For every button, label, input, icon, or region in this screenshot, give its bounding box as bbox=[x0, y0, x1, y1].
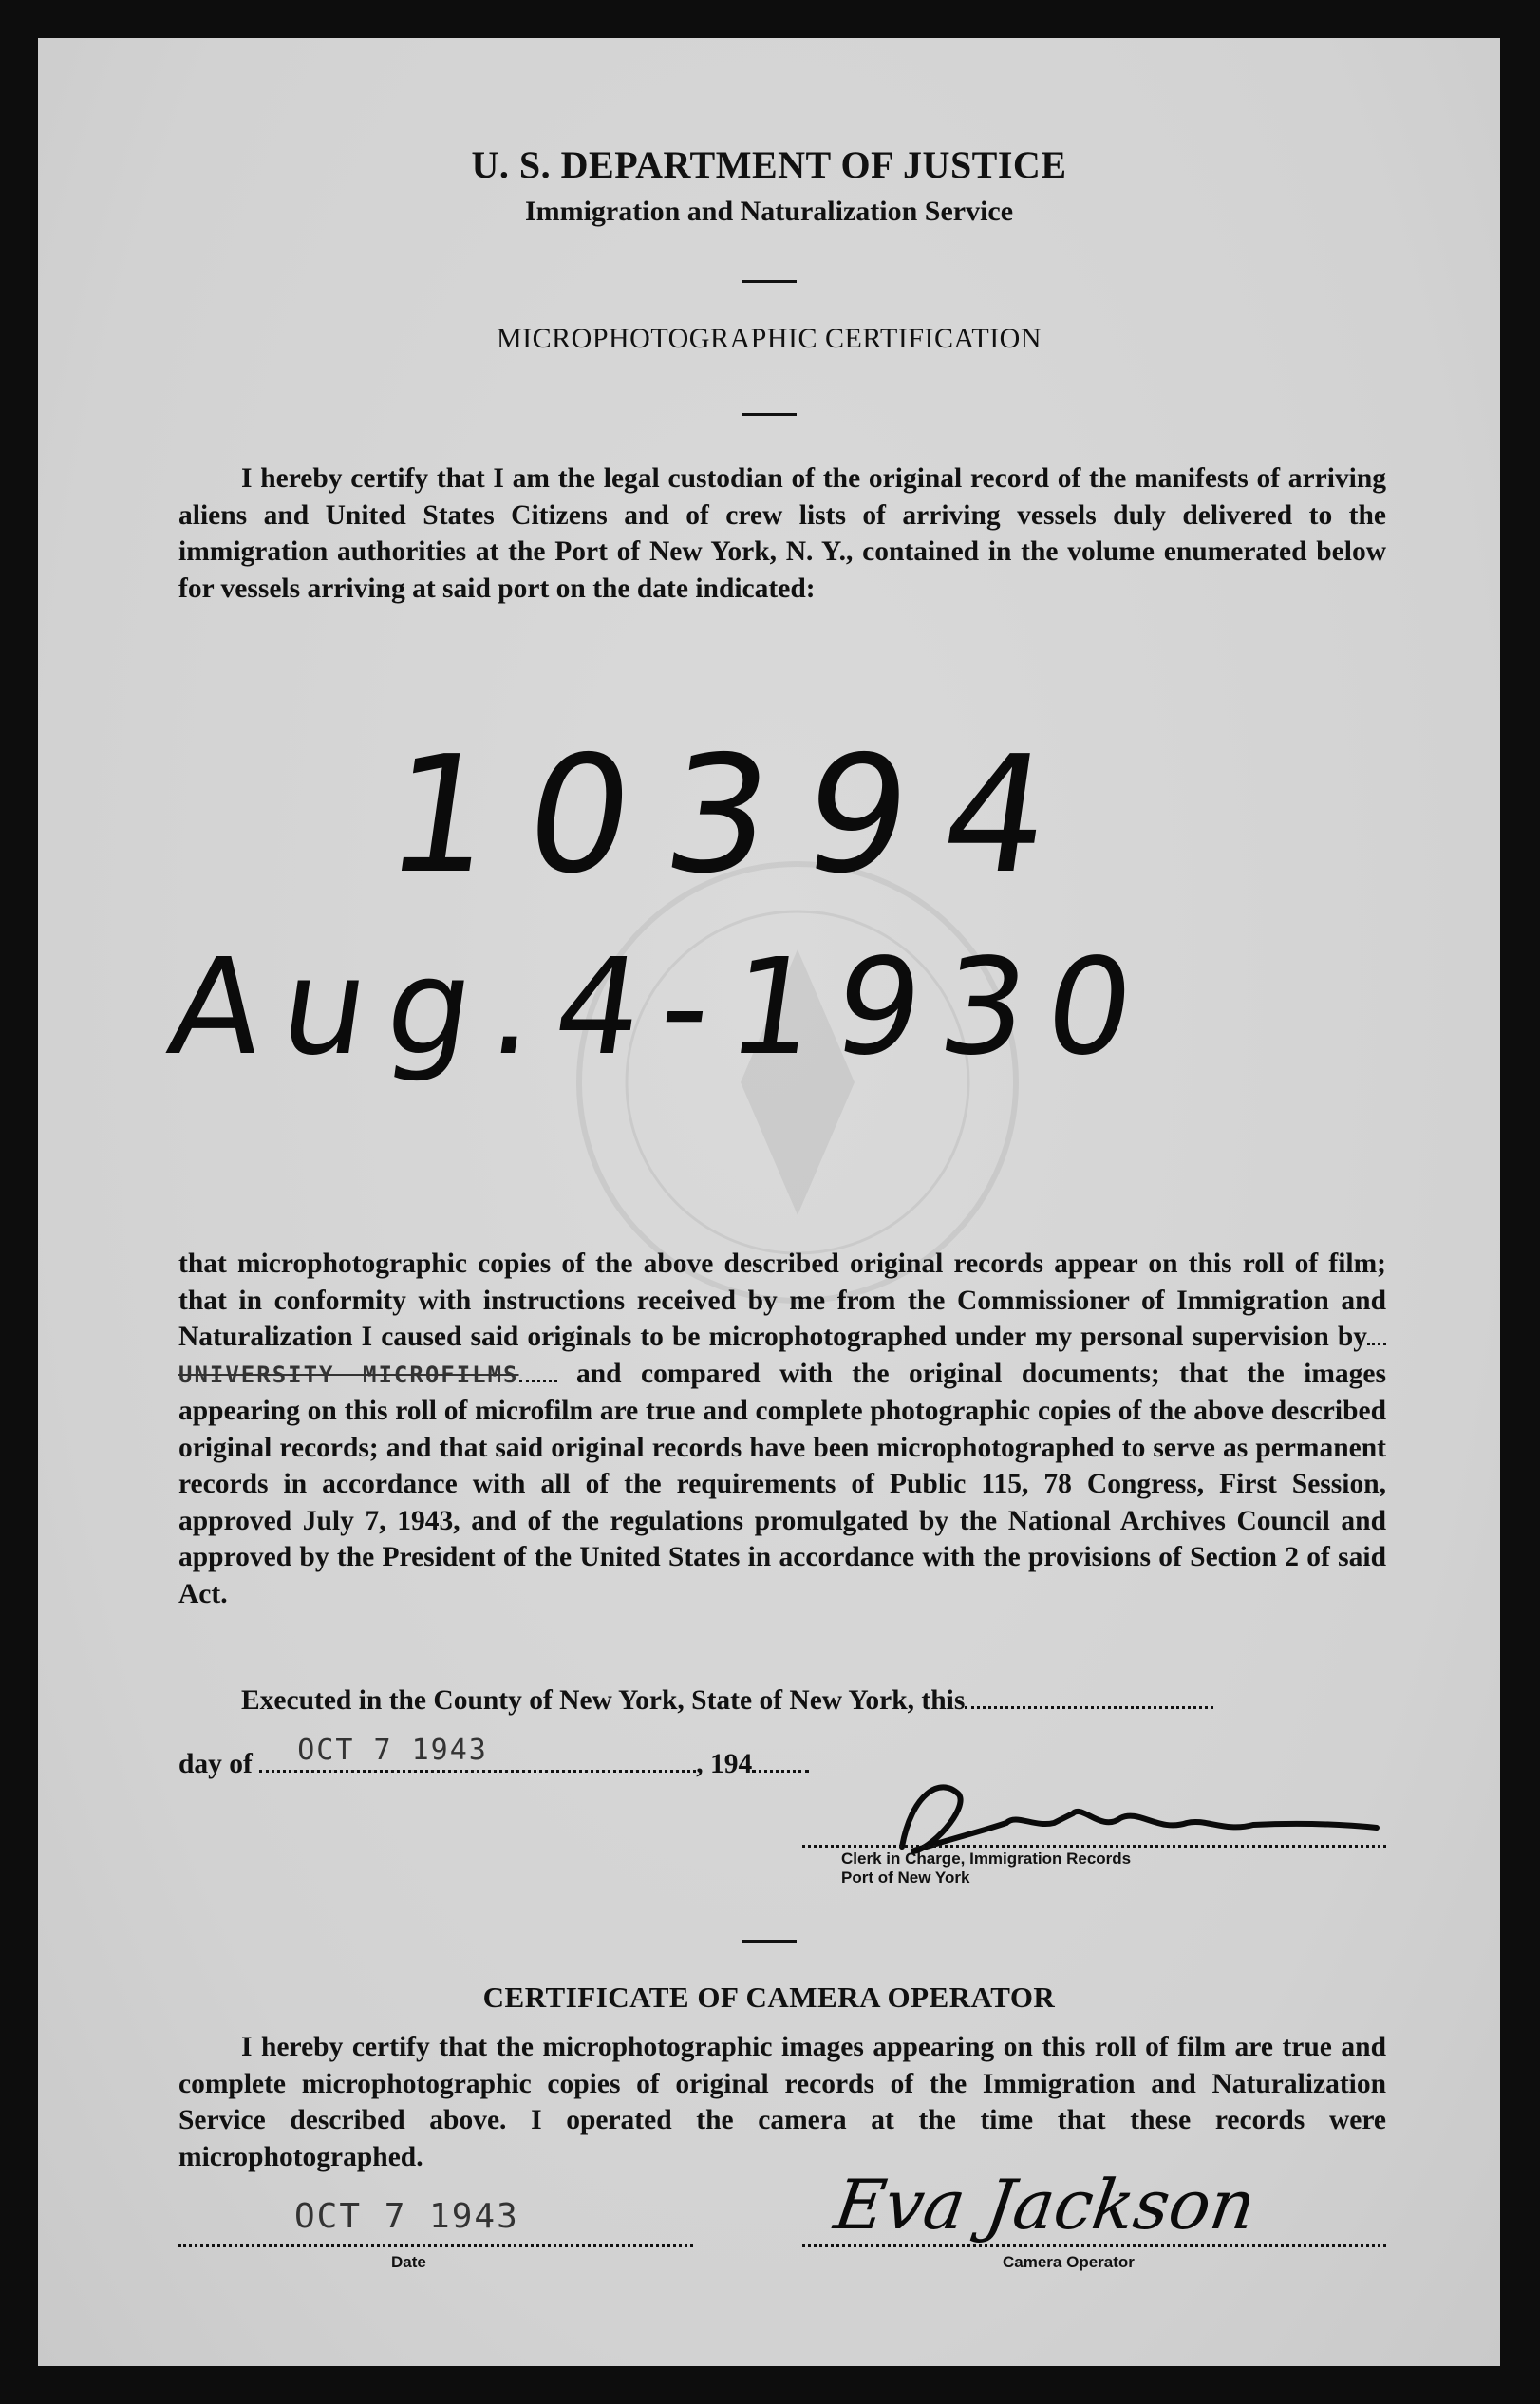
camera-operator-title: CERTIFICATE OF CAMERA OPERATOR bbox=[482, 1981, 1056, 2014]
date-label: Date bbox=[391, 2253, 426, 2271]
dotted-line bbox=[752, 1770, 809, 1773]
clerk-title-line2: Port of New York bbox=[841, 1869, 970, 1887]
dotted-line bbox=[1367, 1343, 1386, 1345]
date-stamp: OCT 7 1943 bbox=[297, 1734, 488, 1767]
operator-signature-line bbox=[802, 2239, 1386, 2247]
camera-operator-label: Camera Operator bbox=[1003, 2253, 1135, 2271]
dotted-line bbox=[519, 1380, 557, 1382]
dotted-line bbox=[965, 1706, 1213, 1709]
document-title: MICROPHOTOGRAPHIC CERTIFICATION bbox=[496, 323, 1042, 354]
certification-body bbox=[178, 1246, 1386, 1612]
handwritten-volume-date: Aug.4-1930 bbox=[160, 930, 1164, 1085]
clerk-title-line1: Clerk in Charge, Immigration Records bbox=[841, 1850, 1132, 1868]
camera-operator-signature: Eva Jackson bbox=[830, 2165, 1261, 2244]
service-subheading: Immigration and Naturalization Service bbox=[524, 196, 1014, 227]
certification-intro bbox=[178, 460, 1386, 607]
date-dotted-line bbox=[259, 1734, 696, 1773]
divider bbox=[742, 280, 797, 283]
department-heading: U. S. DEPARTMENT OF JUSTICE bbox=[471, 143, 1067, 186]
day-of-label: day of bbox=[178, 1749, 253, 1779]
executed-line bbox=[178, 1682, 1386, 1719]
body-part-1: that microphotographic copies of the above described original records appear on this roll of film; that in conformity with instructions received by me from the Commissioner of Immigration and Naturalization I caused said originals to be microphotographed under my personal supervision by bbox=[178, 1249, 1386, 1352]
microfilm-company-stamp: UNIVERSITY MICROFILMS bbox=[178, 1361, 519, 1388]
intro-paragraph: I hereby certify that I am the legal custodian of the original record of the manifests of arriving aliens and United States Citizens and of crew lists of arriving vessels duly delivered to the immigration authorities at the Port of New York, N. Y., contained in the volume enumerated below for vessels arriving at said port on the date indicated: bbox=[178, 463, 1386, 604]
certificate-page bbox=[38, 38, 1500, 2366]
camera-operator-certificate bbox=[178, 2029, 1386, 2175]
clerk-title bbox=[841, 1850, 1131, 1888]
day-of-line bbox=[178, 1734, 809, 1780]
handwritten-volume-number: 10394 bbox=[376, 722, 1097, 910]
clerk-signature-line bbox=[802, 1837, 1386, 1848]
body-part-2: and compared with the original documents; that the images appearing on this roll of microfilm are true and complete photographic copies of the above described original records; and that said original records have been microphotographed to serve as permanent records in accordance with all of the requirements of Public 115, 78 Congress, First Session, approved July 7, 1943, and of the regulations promulgated by the National Archives Council and approved by the President of the United States in accordance with the provisions of Section 2 of said Act. bbox=[178, 1358, 1386, 1609]
date-signature-line bbox=[178, 2239, 693, 2247]
divider bbox=[742, 413, 797, 416]
year-prefix: , 194 bbox=[696, 1749, 753, 1779]
executed-text: Executed in the County of New York, State of New York, this bbox=[241, 1685, 966, 1716]
divider bbox=[742, 1940, 797, 1943]
operator-date-stamp: OCT 7 1943 bbox=[294, 2197, 519, 2236]
camera-operator-text: I hereby certify that the microphotographic images appearing on this roll of film are true and complete microphotographic copies of original records of the Immigration and Naturalization Service described above. I operated the camera at the time that these records were microphotographed. bbox=[178, 2032, 1386, 2172]
